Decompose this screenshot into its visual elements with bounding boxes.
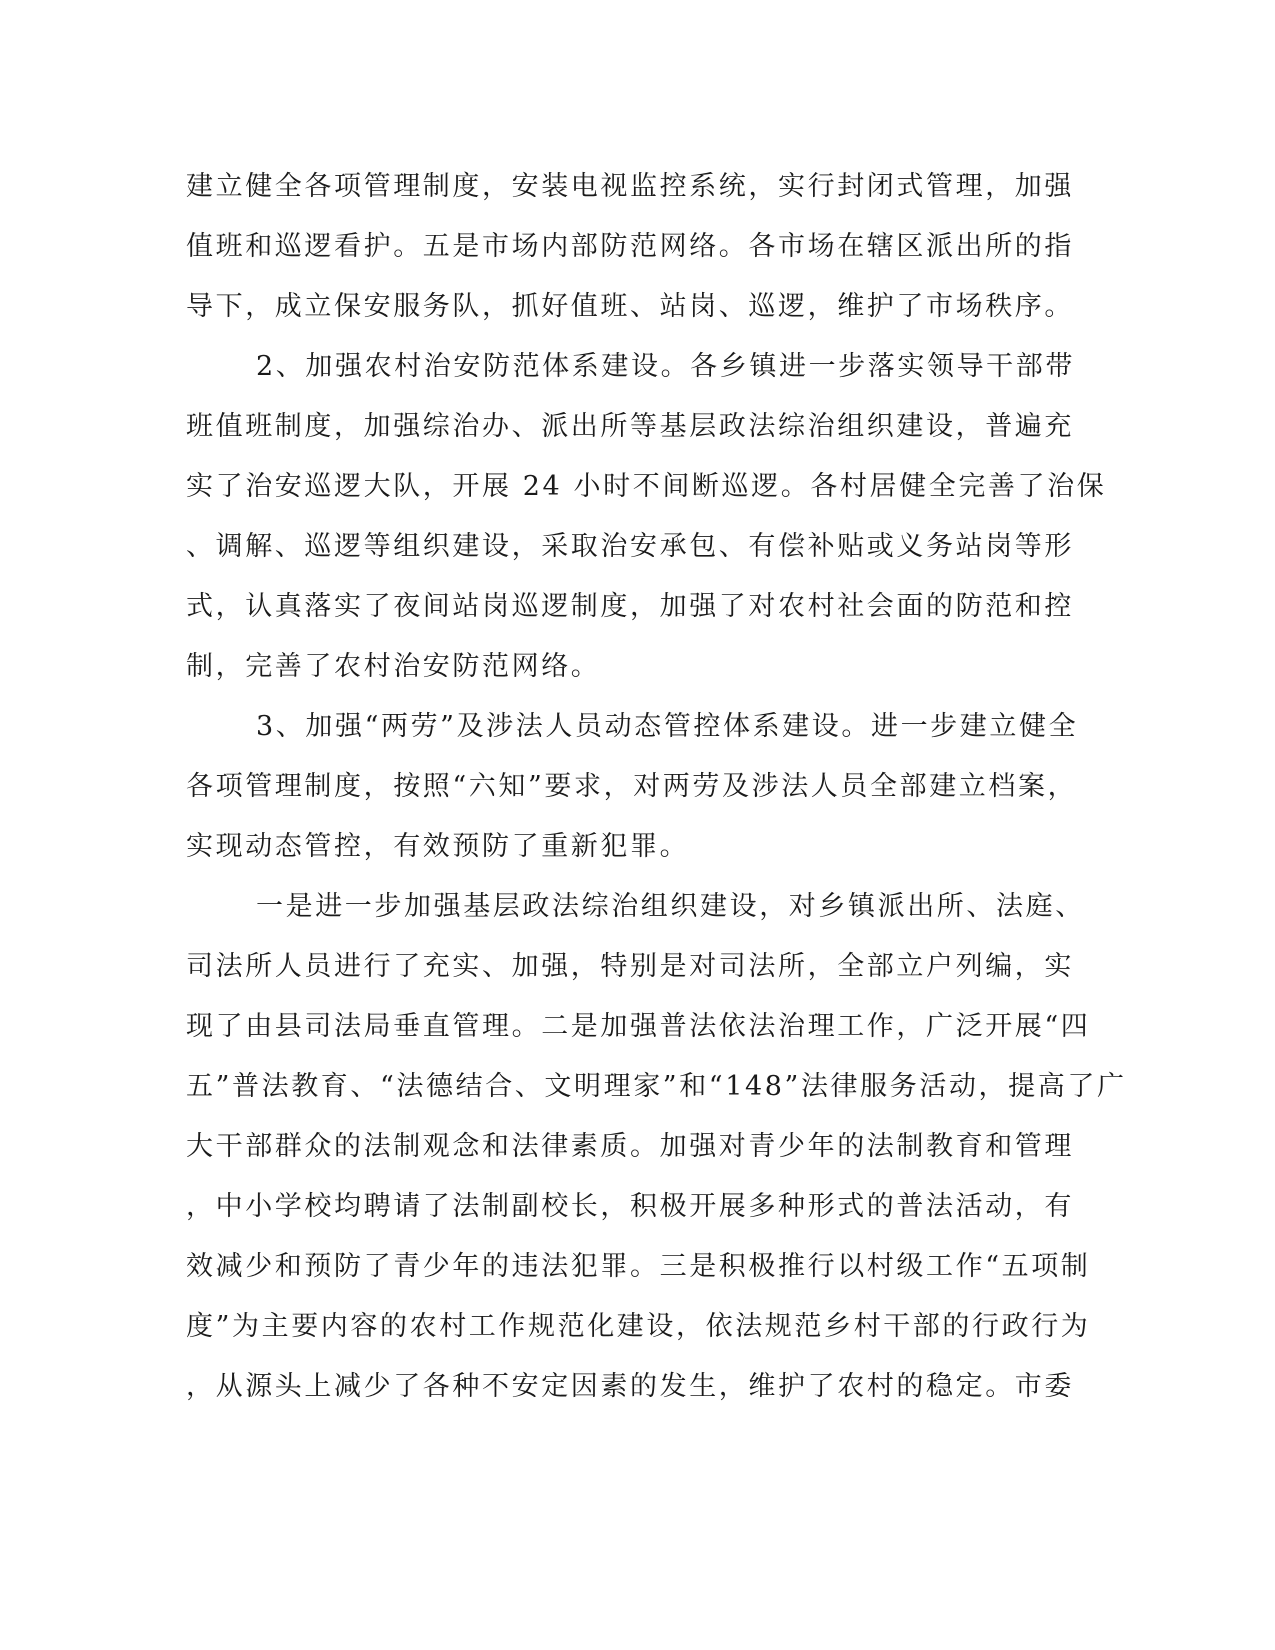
text-line: 一是进一步加强基层政法综治组织建设，对乡镇派出所、法庭、 — [256, 891, 1085, 922]
text-line: 3、加强“两劳”及涉法人员动态管控体系建设。进一步建立健全 — [256, 711, 1079, 742]
text-line: 实了治安巡逻大队，开展 24 小时不间断巡逻。各村居健全完善了治保 — [186, 471, 1107, 502]
text-line: 班值班制度，加强综治办、派出所等基层政法综治组织建设，普遍充 — [186, 411, 1074, 442]
text-line: 大干部群众的法制观念和法律素质。加强对青少年的法制教育和管理 — [186, 1131, 1074, 1162]
text-line: 实现动态管控，有效预防了重新犯罪。 — [186, 831, 690, 862]
body-text — [186, 157, 1127, 1417]
text-line: 式，认真落实了夜间站岗巡逻制度，加强了对农村社会面的防范和控 — [186, 591, 1074, 622]
text-line: 效减少和预防了青少年的违法犯罪。三是积极推行以村级工作“五项制 — [186, 1251, 1091, 1282]
text-line: 现了由县司法局垂直管理。二是加强普法依法治理工作，广泛开展“四 — [186, 1011, 1091, 1042]
text-line: 2、加强农村治安防范体系建设。各乡镇进一步落实领导干部带 — [256, 351, 1075, 382]
text-line: 建立健全各项管理制度，安装电视监控系统，实行封闭式管理，加强 — [186, 171, 1074, 202]
text-line: 五”普法教育、“法德结合、文明理家”和“148”法律服务活动，提高了广 — [186, 1071, 1127, 1102]
text-line: 值班和巡逻看护。五是市场内部防范网络。各市场在辖区派出所的指 — [186, 231, 1074, 262]
text-line: 各项管理制度，按照“六知”要求，对两劳及涉法人员全部建立档案， — [186, 771, 1078, 802]
text-line: 度”为主要内容的农村工作规范化建设，依法规范乡村干部的行政行为 — [186, 1311, 1091, 1342]
text-line: 司法所人员进行了充实、加强，特别是对司法所，全部立户列编，实 — [186, 951, 1074, 982]
text-line: 制，完善了农村治安防范网络。 — [186, 651, 601, 682]
text-line: 导下，成立保安服务队，抓好值班、站岗、巡逻，维护了市场秩序。 — [186, 291, 1074, 322]
text-line: ，从源头上减少了各种不安定因素的发生，维护了农村的稳定。市委 — [186, 1371, 1074, 1402]
text-line: ，中小学校均聘请了法制副校长，积极开展多种形式的普法活动，有 — [186, 1191, 1074, 1222]
text-line: 、调解、巡逻等组织建设，采取治安承包、有偿补贴或义务站岗等形 — [186, 531, 1074, 562]
